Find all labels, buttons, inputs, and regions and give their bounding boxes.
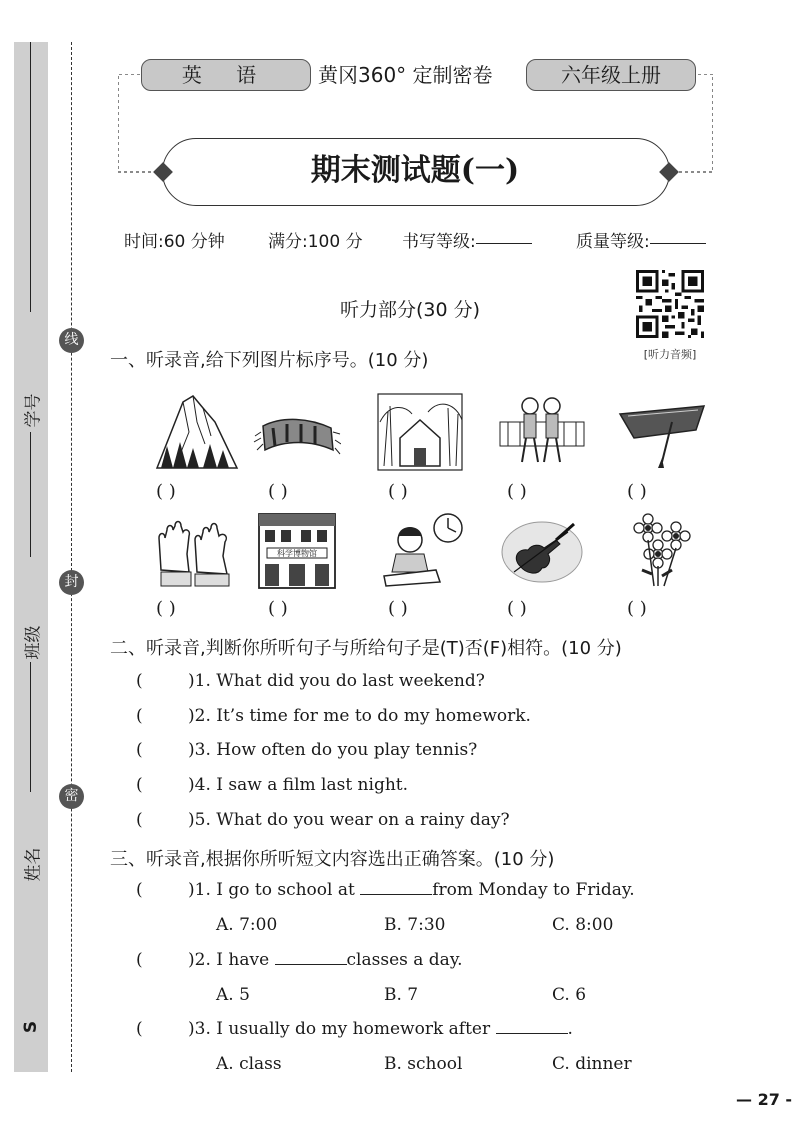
option-a[interactable]: A. 5 <box>216 985 250 1005</box>
answer-paren[interactable]: ( ) <box>268 481 288 502</box>
choice-question[interactable]: ( )3. I usually do my homework after . <box>136 1019 573 1039</box>
subject-badge: 英 语 <box>141 59 311 91</box>
page-title: 期末测试题(一) <box>310 153 520 188</box>
listening-heading: 听力部分(30 分) <box>339 299 481 321</box>
section3-heading: 三、听录音,根据你所听短文内容选出正确答案。(10 分) <box>110 849 555 870</box>
option-c[interactable]: C. 8:00 <box>552 915 614 935</box>
choice-question[interactable]: ( )2. I have classes a day. <box>136 950 463 970</box>
answer-blank[interactable] <box>496 1019 568 1034</box>
answer-paren[interactable]: ( ) <box>507 598 527 619</box>
grade-badge: 六年级上册 <box>526 59 696 91</box>
qr-caption: [听力音频] <box>643 348 697 361</box>
binding-line <box>30 42 31 312</box>
option-b[interactable]: B. 7 <box>384 985 419 1005</box>
name-label: 姓名 <box>23 847 44 882</box>
student-id-line <box>30 432 31 557</box>
student-id-label: 学号 <box>23 393 44 428</box>
writing-grade-field[interactable] <box>476 227 532 244</box>
quality-grade-field[interactable] <box>650 227 706 244</box>
writing-grade-label: 书写等级: <box>402 232 476 252</box>
option-c[interactable]: C. dinner <box>552 1054 632 1074</box>
mountain-icon <box>153 392 241 472</box>
option-a[interactable]: A. 7:00 <box>216 915 278 935</box>
tf-question[interactable]: ( )2. It’s time for me to do my homework. <box>136 706 531 726</box>
scarf-icon <box>253 392 341 472</box>
section1-heading: 一、听录音,给下列图片标序号。(10 分) <box>110 350 429 371</box>
answer-paren[interactable]: ( ) <box>388 481 408 502</box>
choice-question[interactable]: ( )1. I go to school at from Monday to Friday. <box>136 880 635 900</box>
quality-grade-label: 质量等级: <box>576 232 650 252</box>
class-label: 班级 <box>23 625 44 660</box>
gloves-icon <box>153 510 241 590</box>
violin-icon <box>498 510 586 590</box>
section2-heading: 二、听录音,判断你所听句子与所给句子是(T)否(F)相符。(10 分) <box>110 638 622 659</box>
seal-feng: 封 <box>59 570 84 595</box>
s-mark: S <box>21 1020 41 1034</box>
forest-house-icon <box>376 392 464 472</box>
class-line <box>30 662 31 792</box>
series-name: 黄冈360° 定制密卷 <box>318 63 493 87</box>
answer-paren[interactable]: ( ) <box>627 598 647 619</box>
answer-paren[interactable]: ( ) <box>156 481 176 502</box>
museum-sign: 科学博物馆 <box>277 549 317 558</box>
time-limit: 时间:60 分钟 <box>124 232 225 252</box>
full-score: 满分:100 分 <box>268 232 363 252</box>
option-a[interactable]: A. class <box>216 1054 282 1074</box>
cut-line <box>71 42 72 1072</box>
answer-paren[interactable]: ( ) <box>268 598 288 619</box>
seal-xian: 线 <box>59 328 84 353</box>
tf-question[interactable]: ( )5. What do you wear on a rainy day? <box>136 810 510 830</box>
boy-reading-clock-icon <box>376 510 464 590</box>
tf-question[interactable]: ( )3. How often do you play tennis? <box>136 740 478 760</box>
answer-paren[interactable]: ( ) <box>156 598 176 619</box>
answer-blank[interactable] <box>360 880 432 895</box>
tf-question[interactable]: ( )4. I saw a film last night. <box>136 775 409 795</box>
option-c[interactable]: C. 6 <box>552 985 587 1005</box>
answer-paren[interactable]: ( ) <box>388 598 408 619</box>
answer-paren[interactable]: ( ) <box>627 481 647 502</box>
boat-icon <box>618 392 706 472</box>
children-walking-icon <box>498 392 586 472</box>
answer-blank[interactable] <box>275 950 347 965</box>
tf-question[interactable]: ( )1. What did you do last weekend? <box>136 671 485 691</box>
binding-strip <box>14 42 48 1072</box>
qr-code-icon[interactable] <box>636 270 704 338</box>
page-number: — 27 - <box>736 1090 793 1109</box>
answer-paren[interactable]: ( ) <box>507 481 527 502</box>
option-b[interactable]: B. 7:30 <box>384 915 446 935</box>
seal-mi: 密 <box>59 784 84 809</box>
option-b[interactable]: B. school <box>384 1054 463 1074</box>
flowers-icon <box>618 510 706 590</box>
science-museum-icon <box>253 510 341 590</box>
